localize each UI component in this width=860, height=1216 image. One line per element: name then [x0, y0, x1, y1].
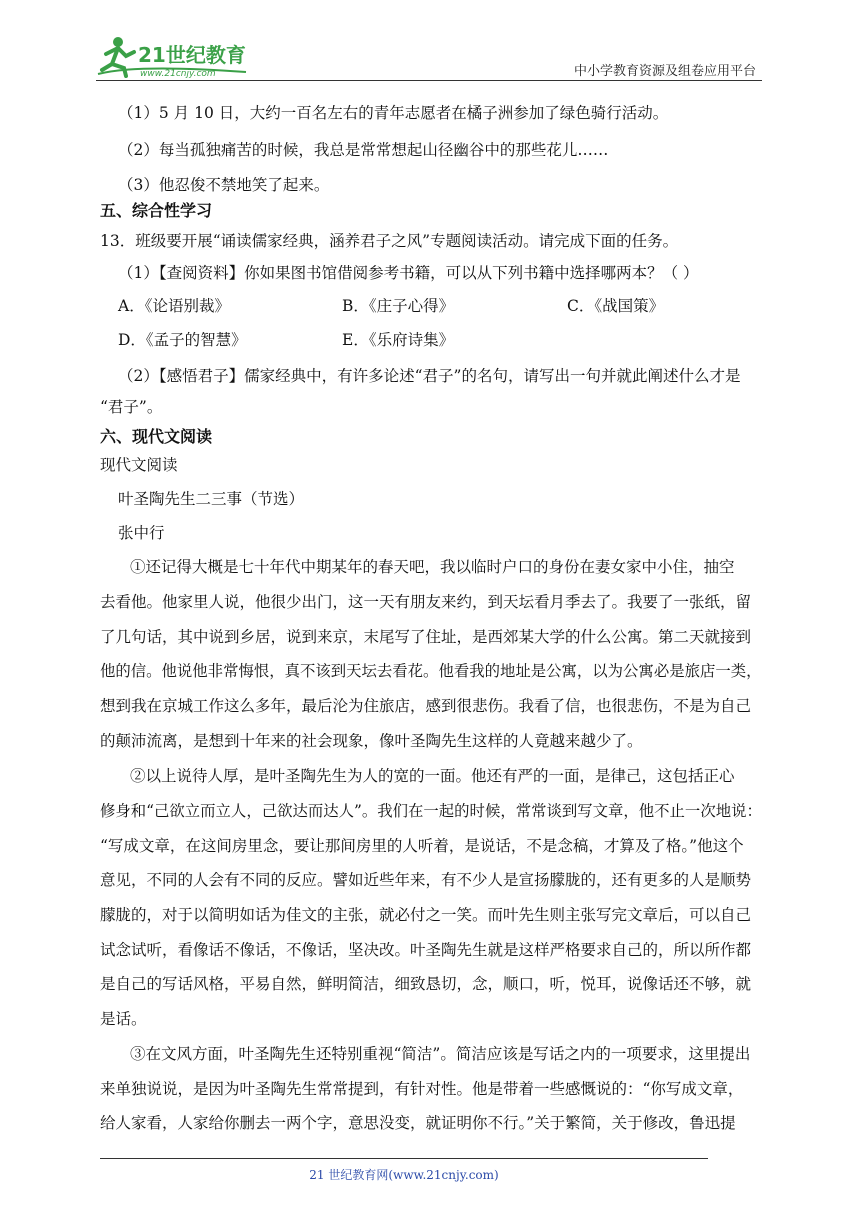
- header-platform-text: 中小学教育资源及组卷应用平台: [573, 64, 756, 79]
- question-13-1: （1）【查阅资料】你如果图书馆借阅参考书籍，可以从下列书籍中选择哪两本？（ ）: [118, 264, 699, 282]
- article-title: 叶圣陶先生二三事（节选）: [118, 490, 305, 508]
- paragraph-3-line: ③在文风方面，叶圣陶先生还特别重视“简洁”。简洁应该是写话之内的一项要求，这里提出: [130, 1045, 751, 1063]
- option-e: E．《乐府诗集》: [342, 331, 455, 349]
- paragraph-2-line: 修身和“己欲立而立人，己欲达而达人”。我们在一起的时候，常常谈到写文章，他不止一次地说：: [100, 802, 762, 820]
- paragraph-1-line: 的颠沛流离，是想到十年来的社会现象，像叶圣陶先生这样的人竟越来越少了。: [100, 732, 643, 750]
- paragraph-2-line: 是自己的写话风格，平易自然，鲜明简洁，细致恳切，念，顺口，听，悦耳，说像话还不够，就: [100, 975, 752, 993]
- logo-url: www.21cnjy.com: [140, 69, 216, 79]
- footer-text: 21 世纪教育网(www.21cnjy.com): [309, 1168, 499, 1182]
- option-c: C．《战国策》: [567, 297, 665, 315]
- option-d: D．《孟子的智慧》: [118, 331, 247, 349]
- logo: [96, 34, 256, 80]
- logo-text: 21世纪教育: [138, 43, 246, 67]
- paragraph-2-line: 意见，不同的人会有不同的反应。譬如近些年来，有不少人是宣扬朦胧的，还有更多的人是顺势: [100, 871, 752, 889]
- paragraph-3-line: 给人家看，人家给你删去一两个字，意思没变，就证明你不行。”关于繁简，关于修改，鲁迅提: [100, 1114, 736, 1132]
- paragraph-1-line: 去看他。他家里人说，他很少出门，这一天有朋友来约，到天坛看月季去了。我要了一张纸，留: [100, 593, 752, 611]
- section-6-heading: 六、现代文阅读: [100, 427, 213, 446]
- article-author: 张中行: [118, 524, 165, 542]
- paragraph-2-line: 是话。: [100, 1010, 147, 1028]
- paragraph-1-line: ①还记得大概是七十年代中期某年的春天吧，我以临时户口的身份在妻女家中小住，抽空: [130, 558, 735, 576]
- question-13-2-line-1: （2）【感悟君子】儒家经典中，有许多论述“君子”的名句，请写出一句并就此阐述什么才是: [118, 367, 741, 385]
- paragraph-2-line: ②以上说待人厚，是叶圣陶先生为人的宽的一面。他还有严的一面，是律己，这包括正心: [130, 767, 735, 785]
- paragraph-3-line: 来单独说说，是因为叶圣陶先生常常提到，有针对性。他是带着一些感慨说的：“你写成文章，: [100, 1080, 744, 1098]
- question-13: 13．班级要开展“诵读儒家经典，涵养君子之风”专题阅读活动。请完成下面的任务。: [100, 232, 679, 250]
- footer-divider: [100, 1158, 708, 1159]
- logo-runner-icon: [96, 34, 256, 80]
- question-13-2-line-2: “君子”。: [100, 398, 163, 416]
- paragraph-2-line: 朦胧的，对于以简明如话为佳文的主张，就必付之一笑。而叶先生则主张写完文章后，可以自己: [100, 906, 752, 924]
- sentence-3: （3）他忍俊不禁地笑了起来。: [118, 176, 330, 194]
- sentence-2: （2）每当孤独痛苦的时候，我总是常常想起山径幽谷中的那些花儿……: [118, 141, 609, 159]
- section-5-heading: 五、综合性学习: [100, 201, 213, 220]
- section-6-subheading: 现代文阅读: [100, 456, 178, 474]
- option-a: A．《论语别裁》: [118, 297, 230, 315]
- sentence-1: （1）5 月 10 日，大约一百名左右的青年志愿者在橘子洲参加了绿色骑行活动。: [118, 104, 669, 122]
- paragraph-2-line: 试念试听，看像话不像话，不像话，坚决改。叶圣陶先生就是这样严格要求自己的，所以所作都: [100, 941, 752, 959]
- header-divider: [96, 80, 762, 81]
- option-b: B．《庄子心得》: [342, 297, 455, 315]
- paragraph-2-line: “写成文章，在这间房里念，要让那间房里的人听着，是说话，不是念稿，才算及了格。”他这个: [100, 837, 744, 855]
- paragraph-1-line: 了几句话，其中说到乡居，说到来京，末尾写了住址，是西郊某大学的什么公寓。第二天就接到: [100, 628, 752, 646]
- paragraph-1-line: 他的信。他说他非常悔恨，真不该到天坛去看花。他看我的地址是公寓，以为公寓必是旅店一类，: [100, 662, 762, 680]
- paragraph-1-line: 想到我在京城工作这么多年，最后沦为住旅店，感到很悲伤。我看了信，也很悲伤，不是为自己: [100, 697, 752, 715]
